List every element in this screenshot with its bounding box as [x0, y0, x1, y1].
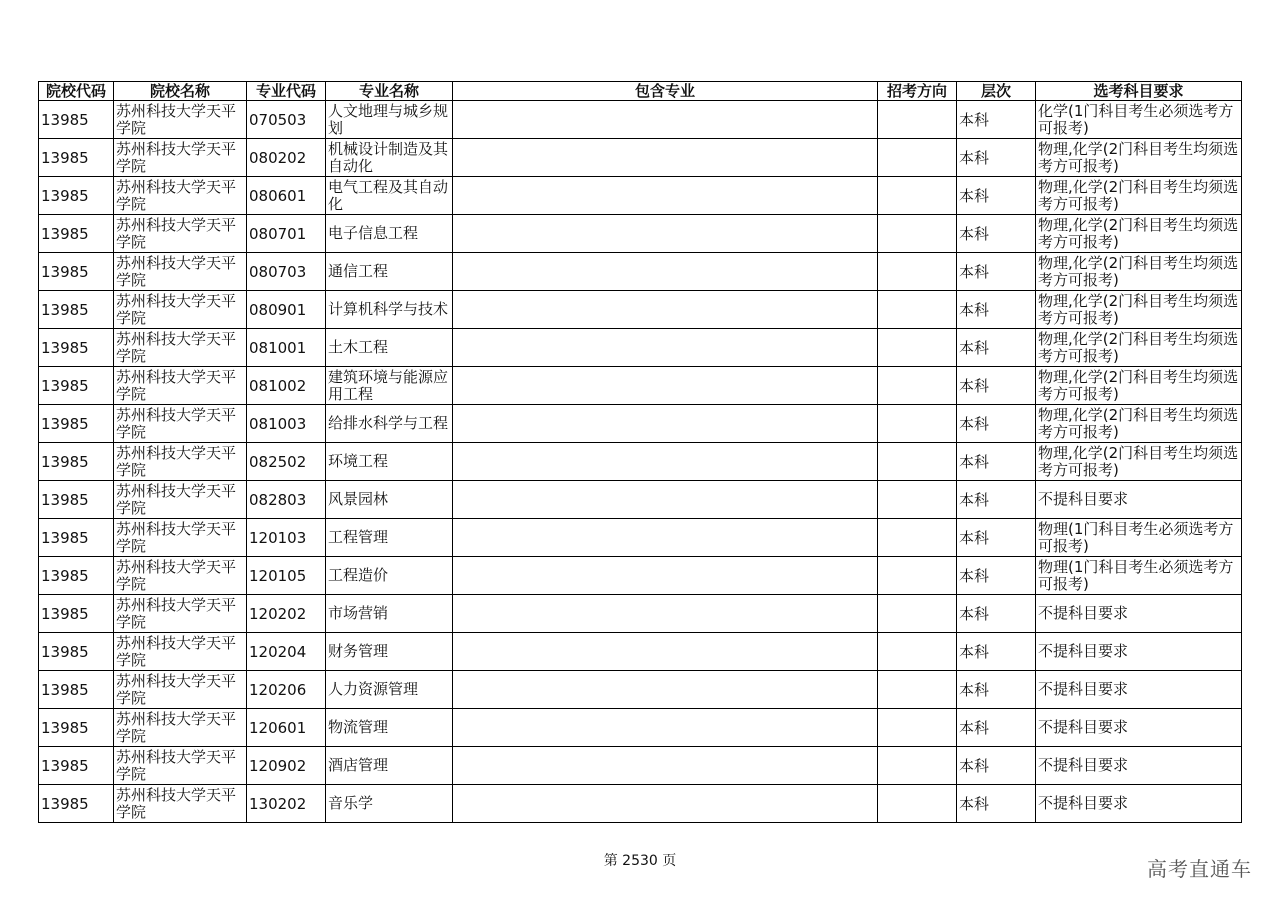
- cell-major-name: 风景园林: [326, 481, 453, 519]
- table-row: [39, 253, 1242, 291]
- table-row: [39, 595, 1242, 633]
- header-major-name: 专业名称: [326, 82, 453, 101]
- cell-direction: [878, 633, 957, 671]
- cell-school-code: 13985: [39, 709, 114, 747]
- cell-school-name: 苏州科技大学天平学院: [114, 747, 247, 785]
- cell-school-code: 13985: [39, 139, 114, 177]
- header-school-code: 院校代码: [39, 82, 114, 101]
- table-row: [39, 215, 1242, 253]
- cell-school-code: 13985: [39, 747, 114, 785]
- cell-major-code: 081003: [247, 405, 326, 443]
- cell-school-name: 苏州科技大学天平学院: [114, 785, 247, 823]
- cell-level: 本科: [957, 633, 1036, 671]
- cell-subject-requirement: 不提科目要求: [1036, 709, 1242, 747]
- cell-school-name: 苏州科技大学天平学院: [114, 633, 247, 671]
- cell-school-code: 13985: [39, 329, 114, 367]
- cell-school-name: 苏州科技大学天平学院: [114, 253, 247, 291]
- cell-major-name: 工程管理: [326, 519, 453, 557]
- cell-direction: [878, 405, 957, 443]
- cell-direction: [878, 177, 957, 215]
- cell-direction: [878, 481, 957, 519]
- cell-subject-requirement: 不提科目要求: [1036, 671, 1242, 709]
- cell-major-name: 人力资源管理: [326, 671, 453, 709]
- cell-major-code: 082502: [247, 443, 326, 481]
- cell-major-code: 130202: [247, 785, 326, 823]
- table-row: [39, 177, 1242, 215]
- cell-major-name: 给排水科学与工程: [326, 405, 453, 443]
- table-row: [39, 633, 1242, 671]
- cell-major-name: 电子信息工程: [326, 215, 453, 253]
- table-row: [39, 709, 1242, 747]
- cell-included-majors: [453, 177, 878, 215]
- cell-major-code: 080701: [247, 215, 326, 253]
- cell-major-code: 120204: [247, 633, 326, 671]
- cell-subject-requirement: 物理(1门科目考生必须选考方可报考): [1036, 519, 1242, 557]
- cell-major-name: 酒店管理: [326, 747, 453, 785]
- cell-school-name: 苏州科技大学天平学院: [114, 709, 247, 747]
- cell-direction: [878, 367, 957, 405]
- cell-major-code: 070503: [247, 101, 326, 139]
- cell-subject-requirement: 不提科目要求: [1036, 595, 1242, 633]
- cell-school-name: 苏州科技大学天平学院: [114, 595, 247, 633]
- cell-school-name: 苏州科技大学天平学院: [114, 329, 247, 367]
- cell-school-code: 13985: [39, 367, 114, 405]
- cell-direction: [878, 557, 957, 595]
- cell-major-code: 080601: [247, 177, 326, 215]
- table-row: [39, 519, 1242, 557]
- cell-major-name: 市场营销: [326, 595, 453, 633]
- cell-included-majors: [453, 215, 878, 253]
- watermark-logo: 高考直通车: [1147, 857, 1252, 881]
- cell-major-name: 机械设计制造及其自动化: [326, 139, 453, 177]
- cell-direction: [878, 443, 957, 481]
- cell-level: 本科: [957, 177, 1036, 215]
- cell-major-name: 土木工程: [326, 329, 453, 367]
- cell-direction: [878, 101, 957, 139]
- cell-major-name: 通信工程: [326, 253, 453, 291]
- cell-school-code: 13985: [39, 177, 114, 215]
- table-row: [39, 291, 1242, 329]
- table-row: [39, 405, 1242, 443]
- cell-major-code: 120902: [247, 747, 326, 785]
- cell-subject-requirement: 物理,化学(2门科目考生均须选考方可报考): [1036, 253, 1242, 291]
- cell-level: 本科: [957, 709, 1036, 747]
- cell-level: 本科: [957, 329, 1036, 367]
- cell-level: 本科: [957, 443, 1036, 481]
- cell-included-majors: [453, 139, 878, 177]
- table-row: [39, 747, 1242, 785]
- cell-major-name: 物流管理: [326, 709, 453, 747]
- cell-direction: [878, 519, 957, 557]
- cell-subject-requirement: 不提科目要求: [1036, 785, 1242, 823]
- cell-major-name: 音乐学: [326, 785, 453, 823]
- cell-subject-requirement: 物理(1门科目考生必须选考方可报考): [1036, 557, 1242, 595]
- cell-level: 本科: [957, 671, 1036, 709]
- cell-school-code: 13985: [39, 253, 114, 291]
- cell-level: 本科: [957, 557, 1036, 595]
- cell-level: 本科: [957, 747, 1036, 785]
- cell-school-name: 苏州科技大学天平学院: [114, 481, 247, 519]
- cell-major-name: 电气工程及其自动化: [326, 177, 453, 215]
- cell-school-name: 苏州科技大学天平学院: [114, 139, 247, 177]
- cell-school-name: 苏州科技大学天平学院: [114, 367, 247, 405]
- cell-school-code: 13985: [39, 671, 114, 709]
- table-row: [39, 443, 1242, 481]
- cell-level: 本科: [957, 291, 1036, 329]
- cell-included-majors: [453, 671, 878, 709]
- cell-school-name: 苏州科技大学天平学院: [114, 215, 247, 253]
- cell-subject-requirement: 物理,化学(2门科目考生均须选考方可报考): [1036, 215, 1242, 253]
- cell-school-code: 13985: [39, 481, 114, 519]
- cell-major-name: 建筑环境与能源应用工程: [326, 367, 453, 405]
- cell-school-name: 苏州科技大学天平学院: [114, 519, 247, 557]
- table-row: [39, 139, 1242, 177]
- cell-included-majors: [453, 329, 878, 367]
- admission-table: [38, 81, 1242, 823]
- cell-subject-requirement: 物理,化学(2门科目考生均须选考方可报考): [1036, 367, 1242, 405]
- cell-school-code: 13985: [39, 291, 114, 329]
- cell-major-code: 081002: [247, 367, 326, 405]
- cell-school-name: 苏州科技大学天平学院: [114, 405, 247, 443]
- table-header-row: [39, 82, 1242, 101]
- cell-direction: [878, 139, 957, 177]
- cell-subject-requirement: 物理,化学(2门科目考生均须选考方可报考): [1036, 443, 1242, 481]
- cell-school-code: 13985: [39, 519, 114, 557]
- cell-level: 本科: [957, 215, 1036, 253]
- cell-school-code: 13985: [39, 443, 114, 481]
- cell-direction: [878, 253, 957, 291]
- cell-included-majors: [453, 709, 878, 747]
- cell-school-code: 13985: [39, 595, 114, 633]
- cell-direction: [878, 671, 957, 709]
- table-row: [39, 481, 1242, 519]
- cell-school-code: 13985: [39, 215, 114, 253]
- cell-included-majors: [453, 557, 878, 595]
- cell-included-majors: [453, 253, 878, 291]
- cell-subject-requirement: 物理,化学(2门科目考生均须选考方可报考): [1036, 329, 1242, 367]
- cell-included-majors: [453, 405, 878, 443]
- header-level: 层次: [957, 82, 1036, 101]
- cell-school-name: 苏州科技大学天平学院: [114, 557, 247, 595]
- cell-subject-requirement: 不提科目要求: [1036, 481, 1242, 519]
- cell-major-code: 080901: [247, 291, 326, 329]
- cell-school-name: 苏州科技大学天平学院: [114, 671, 247, 709]
- cell-level: 本科: [957, 253, 1036, 291]
- cell-major-name: 环境工程: [326, 443, 453, 481]
- cell-level: 本科: [957, 139, 1036, 177]
- cell-included-majors: [453, 291, 878, 329]
- cell-level: 本科: [957, 481, 1036, 519]
- cell-major-name: 计算机科学与技术: [326, 291, 453, 329]
- cell-direction: [878, 329, 957, 367]
- table-row: [39, 671, 1242, 709]
- header-subject-requirement: 选考科目要求: [1036, 82, 1242, 101]
- cell-subject-requirement: 化学(1门科目考生必须选考方可报考): [1036, 101, 1242, 139]
- cell-school-code: 13985: [39, 785, 114, 823]
- cell-school-name: 苏州科技大学天平学院: [114, 177, 247, 215]
- cell-direction: [878, 595, 957, 633]
- cell-subject-requirement: 不提科目要求: [1036, 633, 1242, 671]
- cell-direction: [878, 291, 957, 329]
- cell-level: 本科: [957, 101, 1036, 139]
- cell-included-majors: [453, 595, 878, 633]
- cell-major-code: 120206: [247, 671, 326, 709]
- cell-direction: [878, 747, 957, 785]
- cell-major-code: 081001: [247, 329, 326, 367]
- cell-direction: [878, 215, 957, 253]
- cell-subject-requirement: 物理,化学(2门科目考生均须选考方可报考): [1036, 177, 1242, 215]
- page-number: 第 2530 页: [603, 853, 677, 869]
- table-row: [39, 785, 1242, 823]
- cell-direction: [878, 709, 957, 747]
- cell-school-code: 13985: [39, 405, 114, 443]
- table-row: [39, 101, 1242, 139]
- cell-major-code: 082803: [247, 481, 326, 519]
- cell-subject-requirement: 物理,化学(2门科目考生均须选考方可报考): [1036, 291, 1242, 329]
- cell-school-name: 苏州科技大学天平学院: [114, 443, 247, 481]
- cell-level: 本科: [957, 405, 1036, 443]
- cell-major-code: 080703: [247, 253, 326, 291]
- cell-included-majors: [453, 443, 878, 481]
- cell-major-code: 120103: [247, 519, 326, 557]
- cell-major-name: 工程造价: [326, 557, 453, 595]
- cell-school-name: 苏州科技大学天平学院: [114, 291, 247, 329]
- header-direction: 招考方向: [878, 82, 957, 101]
- cell-included-majors: [453, 367, 878, 405]
- cell-level: 本科: [957, 595, 1036, 633]
- table-row: [39, 329, 1242, 367]
- cell-major-name: 人文地理与城乡规划: [326, 101, 453, 139]
- header-school-name: 院校名称: [114, 82, 247, 101]
- cell-included-majors: [453, 481, 878, 519]
- table-row: [39, 557, 1242, 595]
- cell-major-code: 080202: [247, 139, 326, 177]
- cell-subject-requirement: 不提科目要求: [1036, 747, 1242, 785]
- cell-school-code: 13985: [39, 101, 114, 139]
- cell-included-majors: [453, 633, 878, 671]
- cell-major-name: 财务管理: [326, 633, 453, 671]
- cell-included-majors: [453, 785, 878, 823]
- cell-major-code: 120105: [247, 557, 326, 595]
- header-major-code: 专业代码: [247, 82, 326, 101]
- cell-subject-requirement: 物理,化学(2门科目考生均须选考方可报考): [1036, 405, 1242, 443]
- header-included-majors: 包含专业: [453, 82, 878, 101]
- cell-direction: [878, 785, 957, 823]
- cell-included-majors: [453, 747, 878, 785]
- cell-school-name: 苏州科技大学天平学院: [114, 101, 247, 139]
- cell-major-code: 120202: [247, 595, 326, 633]
- cell-level: 本科: [957, 367, 1036, 405]
- cell-school-code: 13985: [39, 557, 114, 595]
- table-row: [39, 367, 1242, 405]
- cell-level: 本科: [957, 785, 1036, 823]
- cell-level: 本科: [957, 519, 1036, 557]
- cell-major-code: 120601: [247, 709, 326, 747]
- cell-school-code: 13985: [39, 633, 114, 671]
- cell-included-majors: [453, 101, 878, 139]
- cell-subject-requirement: 物理,化学(2门科目考生均须选考方可报考): [1036, 139, 1242, 177]
- cell-included-majors: [453, 519, 878, 557]
